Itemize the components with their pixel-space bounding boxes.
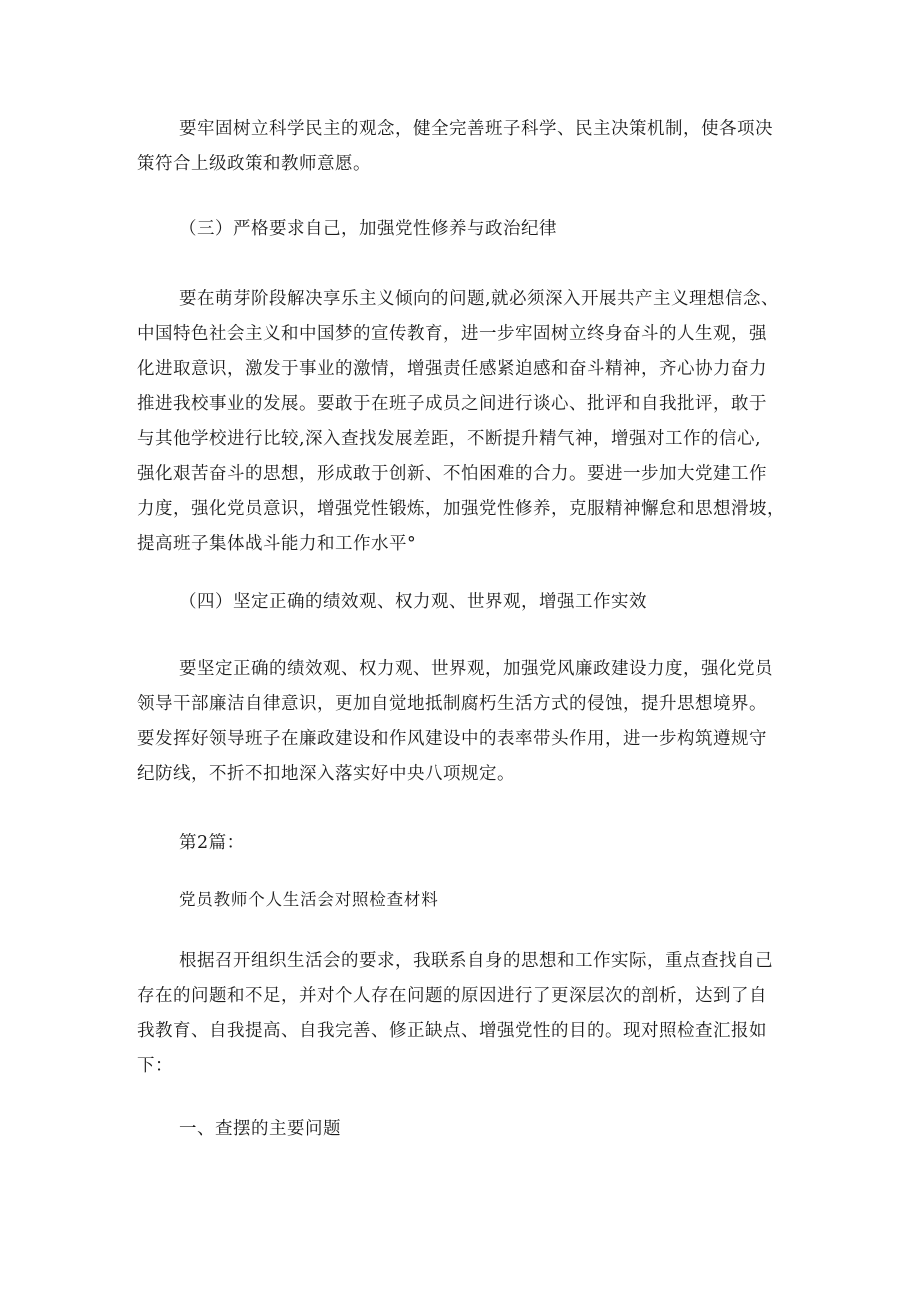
section-heading-4: （四）坚定正确的绩效观、权力观、世界观，增强工作实效 xyxy=(179,592,647,612)
section-heading-3: （三）严格要求自己，加强党性修养与政治纪律 xyxy=(179,219,557,239)
paragraph-democratic-decision xyxy=(137,112,797,182)
text-line: 要坚定正确的绩效观、权力观、世界观，加强党风廉政建设力度，强化党员 xyxy=(179,659,773,679)
text-line: 存在的问题和不足，并对个人存在问题的原因进行了更深层次的剖析，达到了自 xyxy=(137,986,767,1006)
paragraph-strict-requirements xyxy=(137,282,797,562)
text-line: 强化艰苦奋斗的思想，形成敢于创新、不怕困难的合力。要进一步加大党建工作 xyxy=(137,464,767,484)
text-line: 下： xyxy=(137,1056,173,1076)
text-line: 我教育、自我提高、自我完善、修正缺点、增强党性的目的。现对照检查汇报如 xyxy=(137,1021,767,1041)
paragraph-correct-views xyxy=(137,652,797,792)
text-line: 根据召开组织生活会的要求，我联系自身的思想和工作实际，重点查找自己 xyxy=(179,951,773,971)
text-line: 策符合上级政策和教师意愿。 xyxy=(137,154,371,174)
text-line: 纪防线，不折不扣地深入落实好中央八项规定。 xyxy=(137,764,515,784)
text-line: 中国特色社会主义和中国梦的宣传教育，进一步牢固树立终身奋斗的人生观，强 xyxy=(137,324,767,344)
part-label: 第2篇： xyxy=(179,833,245,853)
section-heading-1: 一、查摆的主要问题 xyxy=(179,1119,341,1139)
text-line: 提高班子集体战斗能力和工作水平° xyxy=(137,534,417,554)
text-line: 力度，强化党员意识，增强党性锻炼，加强党性修养，克服精神懈怠和思想滑坡， xyxy=(137,499,785,519)
text-line: 要在萌芽阶段解决享乐主义倾向的问题,就必须深入开展共产主义理想信念、 xyxy=(179,289,780,309)
text-line: 化进取意识，激发于事业的激情，增强责任感紧迫感和奋斗精神，齐心协力奋力 xyxy=(137,359,767,379)
text-line: 推进我校事业的发展。要敢于在班子成员之间进行谈心、批评和自我批评，敢于 xyxy=(137,394,767,414)
text-line: 要牢固树立科学民主的观念，健全完善班子科学、民主决策机制，使各项决 xyxy=(179,119,773,139)
paragraph-introduction xyxy=(137,944,797,1084)
text-line: 与其他学校进行比较,深入查找发展差距，不断提升精气神，增强对工作的信心, xyxy=(137,429,762,449)
text-line: 领导干部廉洁自律意识，更加自觉地抵制腐朽生活方式的侵蚀，提升思想境界。 xyxy=(137,694,767,714)
text-line: 要发挥好领导班子在廉政建设和作风建设中的表率带头作用，进一步构筑遵规守 xyxy=(137,729,767,749)
document-subtitle: 党员教师个人生活会对照检查材料 xyxy=(179,890,439,909)
